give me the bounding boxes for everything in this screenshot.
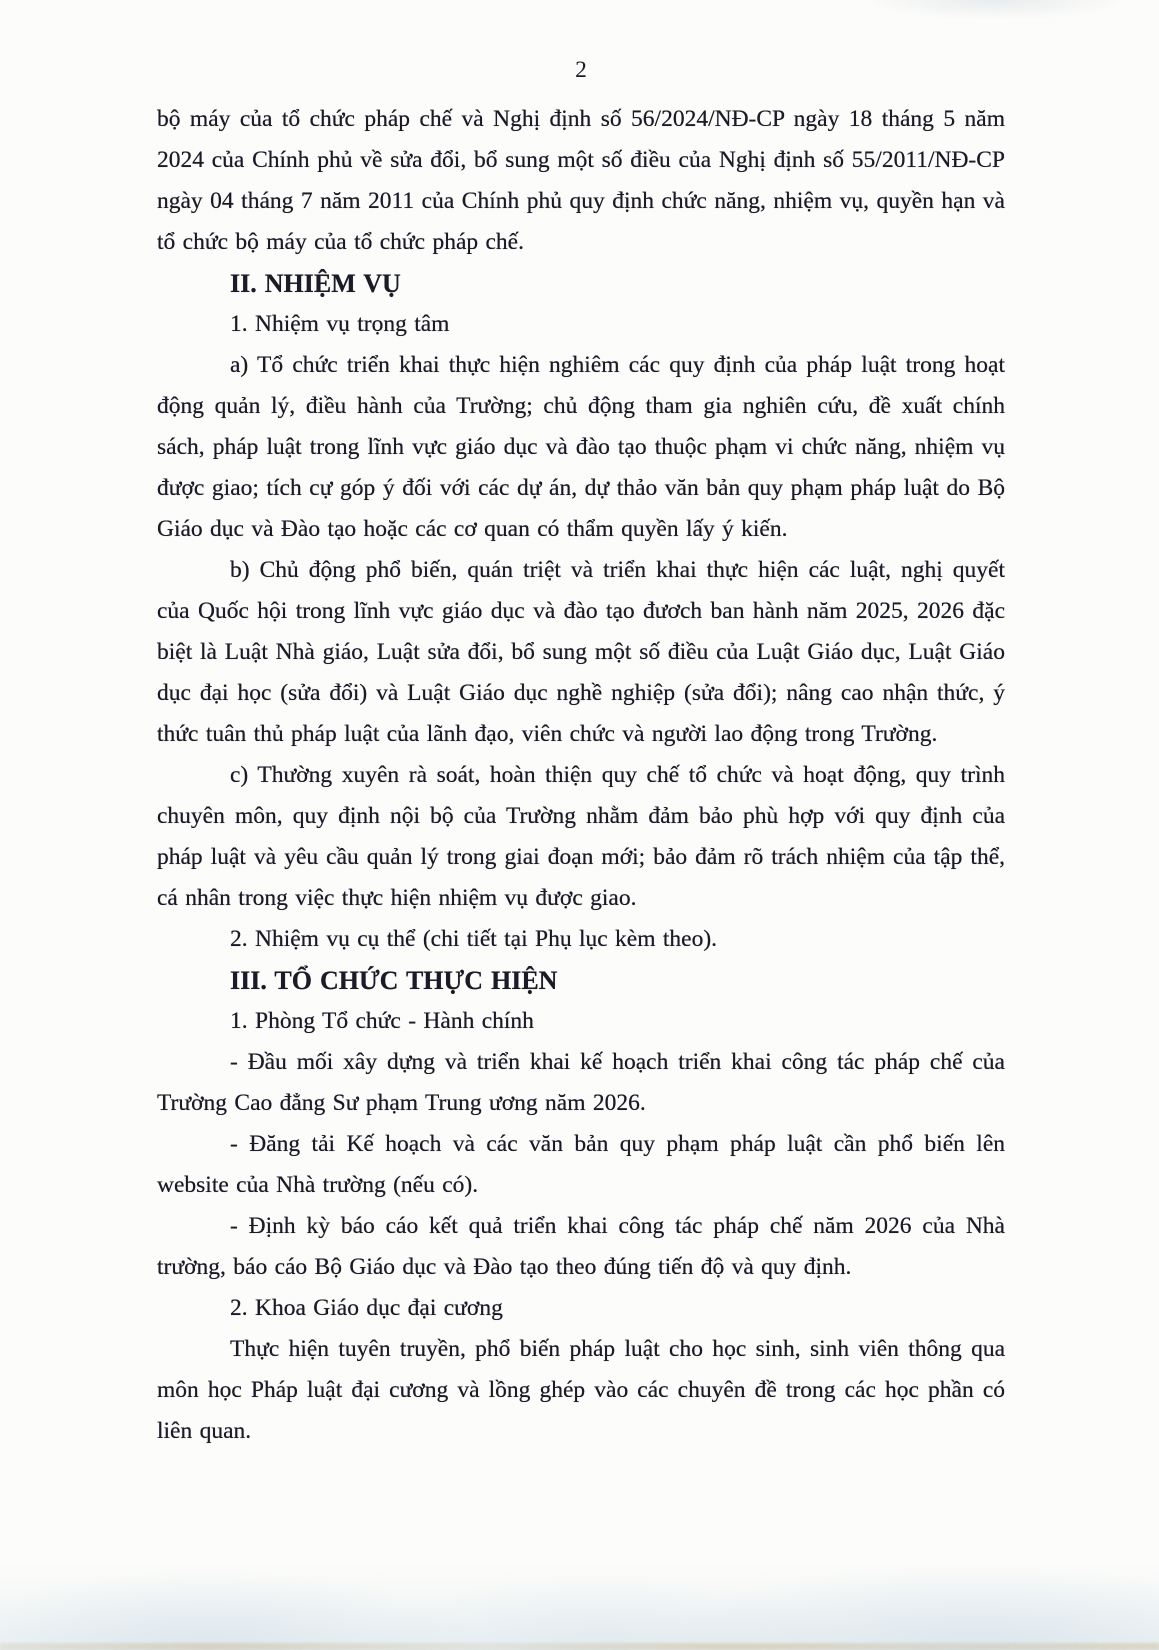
paragraph: a) Tổ chức triển khai thực hiện nghiêm các quy định của pháp luật trong hoạt động quản lý, điều hành của Trường; chủ động tham gia nghiên cứu, đề xuất chính sách, pháp luật trong lĩnh vực giáo dục và đào tạo thuộc phạm vi chức năng, nhiệm vụ được giao; tích cự góp ý đối với các dự án, dự thảo văn bản quy phạm pháp luật do Bộ Giáo dục và Đào tạo hoặc các cơ quan có thẩm quyền lấy ý kiến. [157, 352, 1005, 542]
paragraph: - Định kỳ báo cáo kết quả triển khai công tác pháp chế năm 2026 của Nhà trường, báo cáo Bộ Giáo dục và Đào tạo theo đúng tiến độ và quy định. [157, 1213, 1005, 1280]
paragraph: b) Chủ động phổ biến, quán triệt và triển khai thực hiện các luật, nghị quyết của Quốc hội trong lĩnh vực giáo dục và đào tạo đươch ban hành năm 2025, 2026 đặc biệt là Luật Nhà giáo, Luật sửa đổi, bổ sung một số điều của Luật Giáo dục, Luật Giáo dục đại học (sửa đổi) và Luật Giáo dục nghề nghiệp (sửa đổi); nâng cao nhận thức, ý thức tuân thủ pháp luật của lãnh đạo, viên chức và người lao động trong Trường. [157, 557, 1005, 747]
document-body [157, 99, 1005, 1452]
paragraph: - Đầu mối xây dựng và triển khai kế hoạch triển khai công tác pháp chế của Trường Cao đẳng Sư phạm Trung ương năm 2026. [157, 1049, 1005, 1116]
section-heading: III. TỔ CHỨC THỰC HIỆN [230, 966, 558, 995]
paragraph: c) Thường xuyên rà soát, hoàn thiện quy chế tổ chức và hoạt động, quy trình chuyên môn, quy định nội bộ của Trường nhằm đảm bảo phù hợp với quy định của pháp luật và yêu cầu quản lý trong giai đoạn mới; bảo đảm rõ trách nhiệm của tập thể, cá nhân trong việc thực hiện nhiệm vụ được giao. [157, 762, 1005, 911]
paragraph: - Đăng tải Kế hoạch và các văn bản quy phạm pháp luật cần phổ biến lên website của Nhà trường (nếu có). [157, 1131, 1005, 1198]
scan-bottom-band-artifact [0, 1535, 1159, 1650]
paragraph: Thực hiện tuyên truyền, phổ biến pháp luật cho học sinh, sinh viên thông qua môn học Pháp luật đại cương và lồng ghép vào các chuyên đề trong các học phần có liên quan. [157, 1336, 1005, 1444]
scan-smudge-artifact [830, 0, 1159, 28]
paragraph: 2. Nhiệm vụ cụ thể (chi tiết tại Phụ lục kèm theo). [230, 926, 718, 952]
paragraph: bộ máy của tổ chức pháp chế và Nghị định số 56/2024/NĐ-CP ngày 18 tháng 5 năm 2024 của Chính phủ về sửa đổi, bổ sung một số điều của Nghị định số 55/2011/NĐ-CP ngày 04 tháng 7 năm 2011 của Chính phủ quy định chức năng, nhiệm vụ, quyền hạn và tổ chức bộ máy của tổ chức pháp chế. [157, 106, 1005, 255]
page-number: 2 [575, 57, 587, 83]
section-heading: II. NHIỆM VỤ [230, 269, 401, 298]
paragraph: 2. Khoa Giáo dục đại cương [230, 1295, 503, 1321]
paragraph: 1. Nhiệm vụ trọng tâm [230, 311, 450, 337]
paragraph: 1. Phòng Tổ chức - Hành chính [230, 1008, 534, 1034]
scan-bottom-edge-artifact [0, 1643, 1159, 1650]
